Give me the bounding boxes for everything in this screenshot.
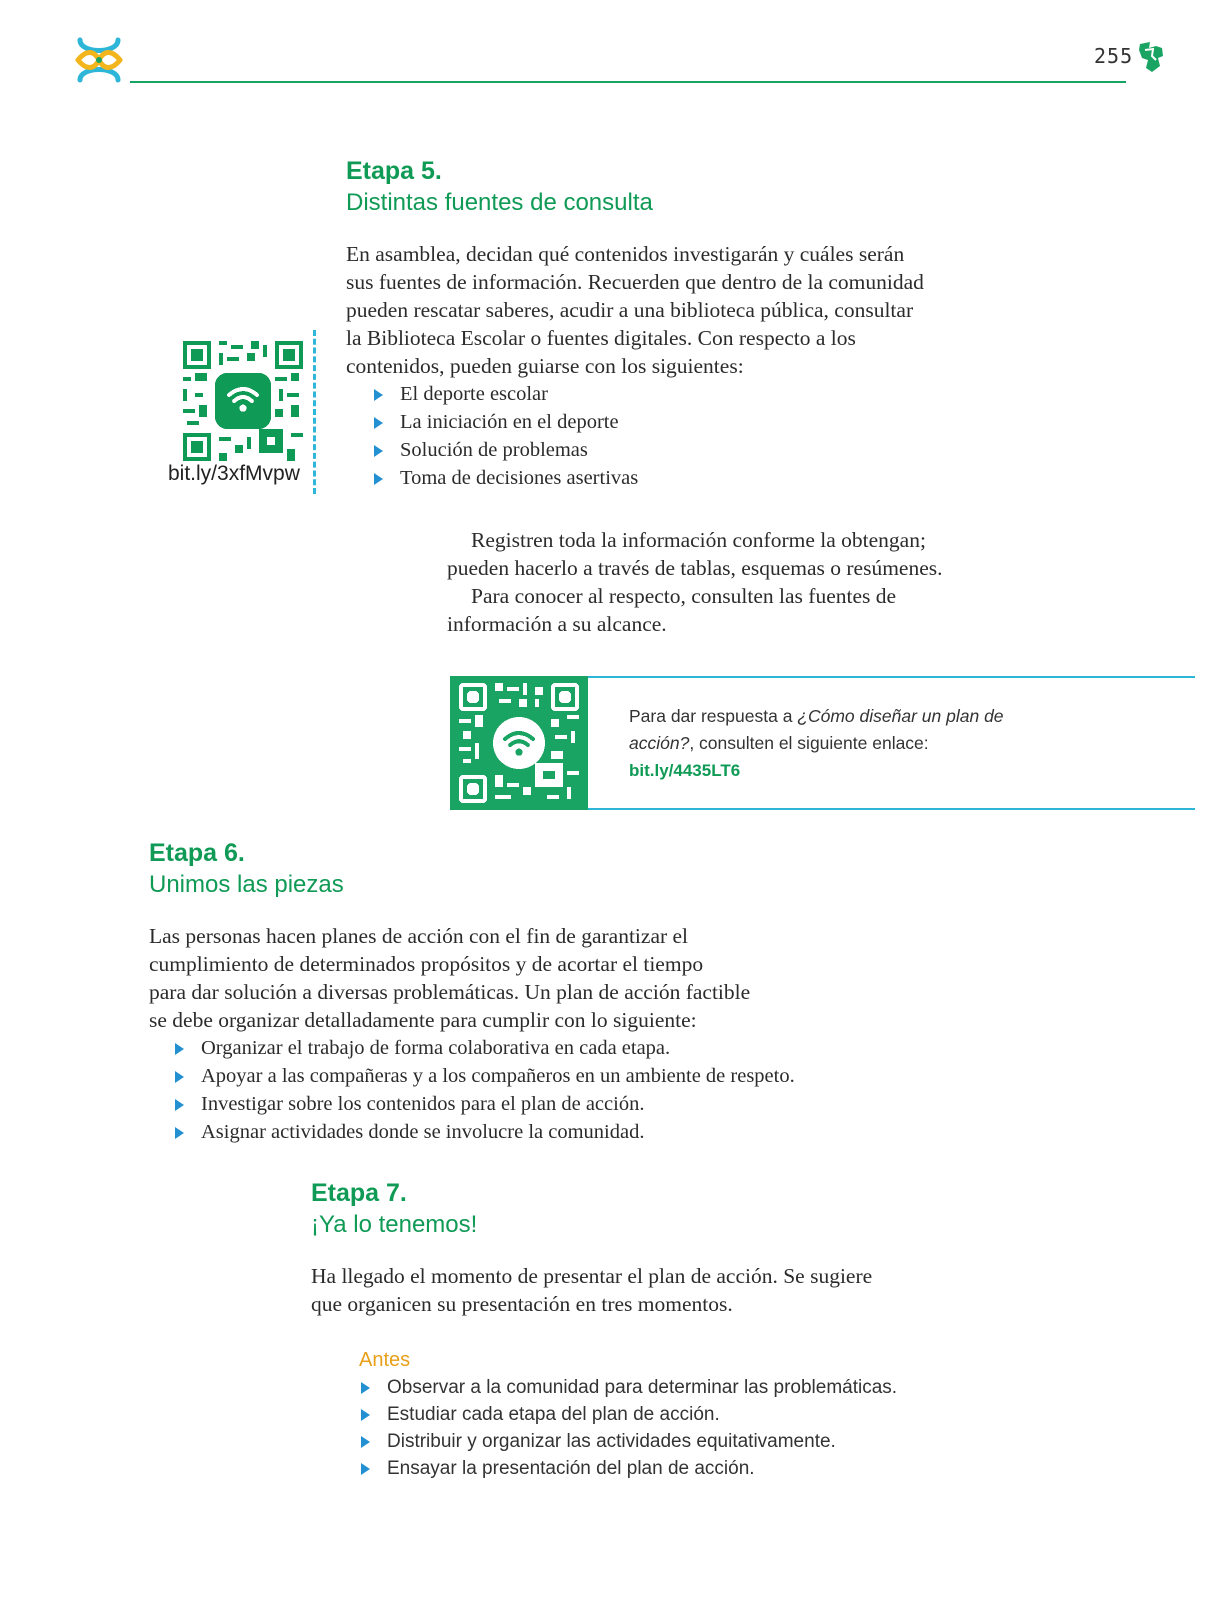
etapa5-heading xyxy=(346,155,653,219)
bullet-icon xyxy=(361,1409,370,1421)
etapa7-subtitle: ¡Ya lo tenemos! xyxy=(311,1211,478,1238)
etapa6-body xyxy=(149,922,849,1146)
list-item: Asignar actividades donde se involucre la comunidad. xyxy=(173,1118,849,1146)
link-box-bottom-rule xyxy=(588,808,1195,810)
dashed-divider xyxy=(313,330,316,494)
etapa5-subtitle: Distintas fuentes de consulta xyxy=(346,189,653,216)
bullet-icon xyxy=(175,1099,184,1111)
list-item: Organizar el trabajo de forma colaborativa en cada etapa. xyxy=(173,1034,849,1062)
bullet-icon xyxy=(175,1127,184,1139)
etapa7-body xyxy=(311,1262,951,1318)
bullet-icon xyxy=(361,1382,370,1394)
etapa6-subtitle: Unimos las piezas xyxy=(149,871,344,898)
bullet-icon xyxy=(374,473,383,485)
list-item: La iniciación en el deporte xyxy=(372,408,986,436)
etapa6-line: se debe organizar detalladamente para cumplir con lo siguiente: xyxy=(149,1008,697,1032)
etapa7-line: que organicen su presentación en tres momentos. xyxy=(311,1292,733,1316)
list-item: Solución de problemas xyxy=(372,436,986,464)
etapa7-line: Ha llegado el momento de presentar el plan de acción. Se sugiere xyxy=(311,1264,873,1288)
bullet-icon xyxy=(374,445,383,457)
bullet-icon xyxy=(361,1463,370,1475)
list-item: Observar a la comunidad para determinar las problemáticas. xyxy=(359,1374,979,1401)
link-box-text: Para dar respuesta a ¿Cómo diseñar un plan de acción?, consulten el siguiente enlace: bit.ly/4435LT6 xyxy=(629,706,1004,780)
link-box xyxy=(450,676,1195,810)
glyph-icon xyxy=(1136,40,1166,74)
nem-logo-icon xyxy=(74,36,124,84)
register-line: pueden hacerlo a través de tablas, esquemas o resúmenes. xyxy=(447,556,943,580)
etapa6-heading xyxy=(149,837,344,901)
page-number: 255 xyxy=(1094,44,1134,68)
register-paragraph xyxy=(447,526,1007,638)
etapa6-list xyxy=(173,1034,849,1146)
etapa5-title: Etapa 5. xyxy=(346,157,442,185)
antes-section xyxy=(359,1346,979,1482)
link-box-top-rule xyxy=(588,676,1195,678)
bullet-icon xyxy=(175,1071,184,1083)
qr-code-icon[interactable] xyxy=(459,683,579,803)
register-line: información a su alcance. xyxy=(447,612,667,636)
bullet-icon xyxy=(374,389,383,401)
etapa5-line: contenidos, pueden guiarse con los siguientes: xyxy=(346,354,744,378)
etapa5-line: pueden rescatar saberes, acudir a una biblioteca pública, consultar xyxy=(346,298,914,322)
etapa6-title: Etapa 6. xyxy=(149,839,245,867)
link-box-url[interactable]: bit.ly/4435LT6 xyxy=(629,761,741,780)
bullet-icon xyxy=(374,417,383,429)
qr-code-icon[interactable] xyxy=(183,341,303,461)
list-item: El deporte escolar xyxy=(372,380,986,408)
etapa5-line: la Biblioteca Escolar o fuentes digitales. Con respecto a los xyxy=(346,326,856,350)
bullet-icon xyxy=(361,1436,370,1448)
link-box-qr-panel xyxy=(450,676,588,810)
etapa6-line: cumplimiento de determinados propósitos y de acortar el tiempo xyxy=(149,952,704,976)
etapa6-line: Las personas hacen planes de acción con el fin de garantizar el xyxy=(149,924,689,948)
antes-list xyxy=(359,1374,979,1482)
list-item: Distribuir y organizar las actividades equitativamente. xyxy=(359,1428,979,1455)
register-line: Registren toda la información conforme la obtengan; xyxy=(471,528,926,552)
register-line: Para conocer al respecto, consulten las fuentes de xyxy=(471,584,897,608)
etapa7-title: Etapa 7. xyxy=(311,1179,407,1207)
header-rule xyxy=(130,81,1126,83)
list-item: Investigar sobre los contenidos para el plan de acción. xyxy=(173,1090,849,1118)
list-item: Estudiar cada etapa del plan de acción. xyxy=(359,1401,979,1428)
etapa5-line: En asamblea, decidan qué contenidos investigarán y cuáles serán xyxy=(346,242,905,266)
qr-link-caption[interactable]: bit.ly/3xfMvpw xyxy=(168,462,300,485)
etapa7-heading xyxy=(311,1177,477,1241)
etapa5-body xyxy=(346,240,986,492)
etapa6-line: para dar solución a diversas problemáticas. Un plan de acción factible xyxy=(149,980,751,1004)
bullet-icon xyxy=(175,1043,184,1055)
etapa5-line: sus fuentes de información. Recuerden que dentro de la comunidad xyxy=(346,270,924,294)
antes-label: Antes xyxy=(359,1349,411,1371)
list-item: Toma de decisiones asertivas xyxy=(372,464,986,492)
list-item: Apoyar a las compañeras y a los compañeros en un ambiente de respeto. xyxy=(173,1062,849,1090)
etapa5-list xyxy=(372,380,986,492)
list-item: Ensayar la presentación del plan de acción. xyxy=(359,1455,979,1482)
